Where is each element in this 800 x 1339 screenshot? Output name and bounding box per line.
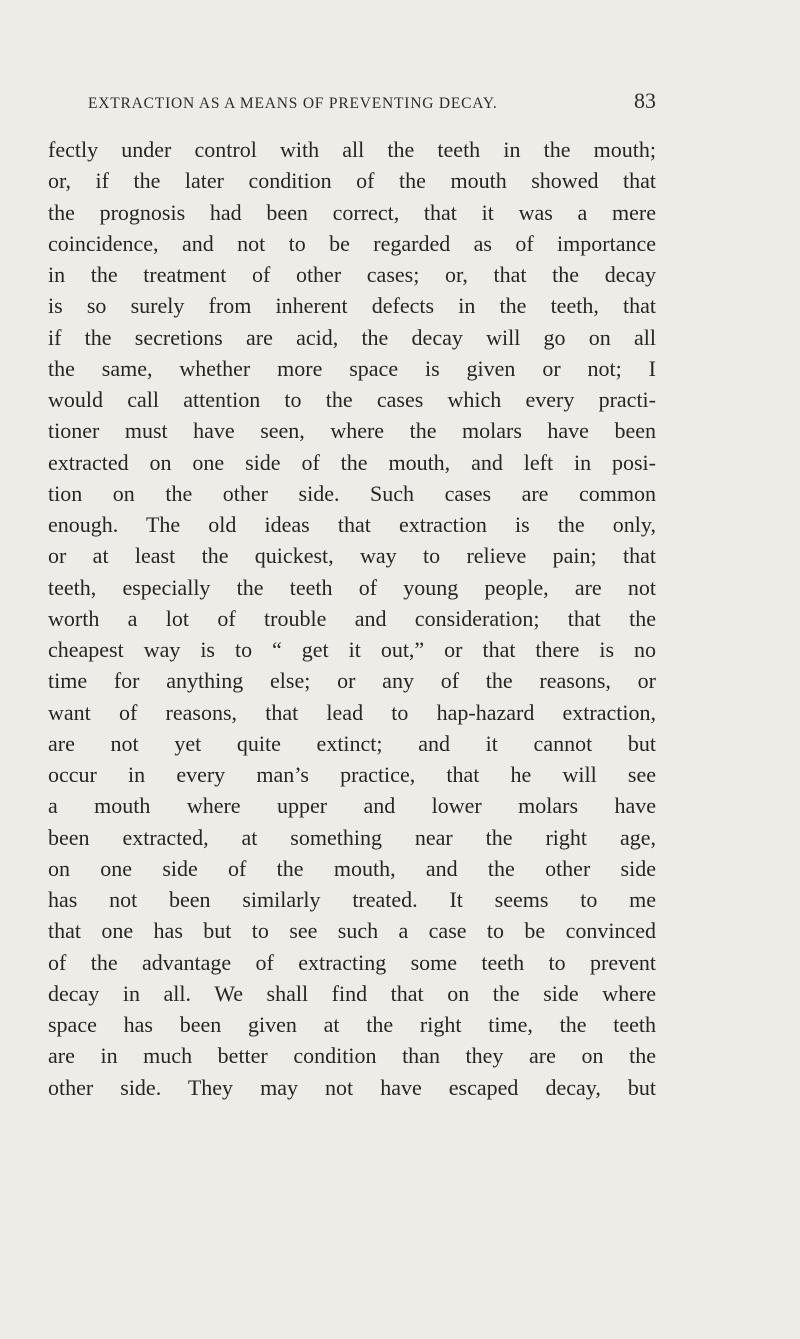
text-line: been extracted, at something near the right age, [48, 824, 656, 850]
text-line: are in much better condition than they are on the [48, 1043, 656, 1069]
text-line: decay in all. We shall find that on the side where [48, 980, 656, 1006]
text-line: or, if the later condition of the mouth showed that [48, 168, 656, 194]
text-line: want of reasons, that lead to hap-hazard extraction, [48, 699, 656, 725]
text-line: on one side of the mouth, and the other side [48, 855, 656, 881]
text-line: extracted on one side of the mouth, and left in posi- [48, 449, 656, 475]
text-line: coincidence, and not to be regarded as of importance [48, 230, 656, 256]
text-line: or at least the quickest, way to relieve pain; that [48, 543, 656, 569]
text-line: teeth, especially the teeth of young people, are not [48, 574, 656, 600]
text-line: in the treatment of other cases; or, that the decay [48, 262, 656, 287]
text-line: the same, whether more space is given or not; I [48, 355, 656, 381]
text-line: occur in every man’s practice, that he will see [48, 762, 656, 787]
running-header [88, 88, 656, 114]
text-line: other side. They may not have escaped decay, but [48, 1074, 656, 1100]
body-paragraph [48, 134, 656, 1103]
text-line: would call attention to the cases which every practi- [48, 387, 656, 412]
text-line: of the advantage of extracting some teeth to prevent [48, 949, 656, 975]
text-line: has not been similarly treated. It seems to me [48, 887, 656, 912]
text-line: fectly under control with all the teeth in the mouth; [48, 137, 656, 162]
text-line: cheapest way is to “ get it out,” or that there is no [48, 637, 656, 662]
page-number: 83 [634, 88, 656, 113]
text-line: if the secretions are acid, the decay will go on all [48, 324, 656, 350]
text-line: tioner must have seen, where the molars have been [48, 418, 656, 444]
text-line: the prognosis had been correct, that it was a mere [48, 199, 656, 225]
text-line: tion on the other side. Such cases are common [48, 480, 656, 506]
text-line: enough. The old ideas that extraction is the only, [48, 512, 656, 537]
running-title: EXTRACTION AS A MEANS OF PREVENTING DECAY. [88, 95, 498, 112]
text-line: a mouth where upper and lower molars have [48, 793, 656, 819]
text-line: worth a lot of trouble and consideration; that the [48, 605, 656, 631]
text-line: time for anything else; or any of the reasons, or [48, 668, 656, 694]
text-line: is so surely from inherent defects in the teeth, that [48, 293, 656, 319]
text-line: space has been given at the right time, the teeth [48, 1012, 656, 1037]
text-line: are not yet quite extinct; and it cannot but [48, 730, 656, 756]
text-line: that one has but to see such a case to be convinced [48, 918, 656, 944]
